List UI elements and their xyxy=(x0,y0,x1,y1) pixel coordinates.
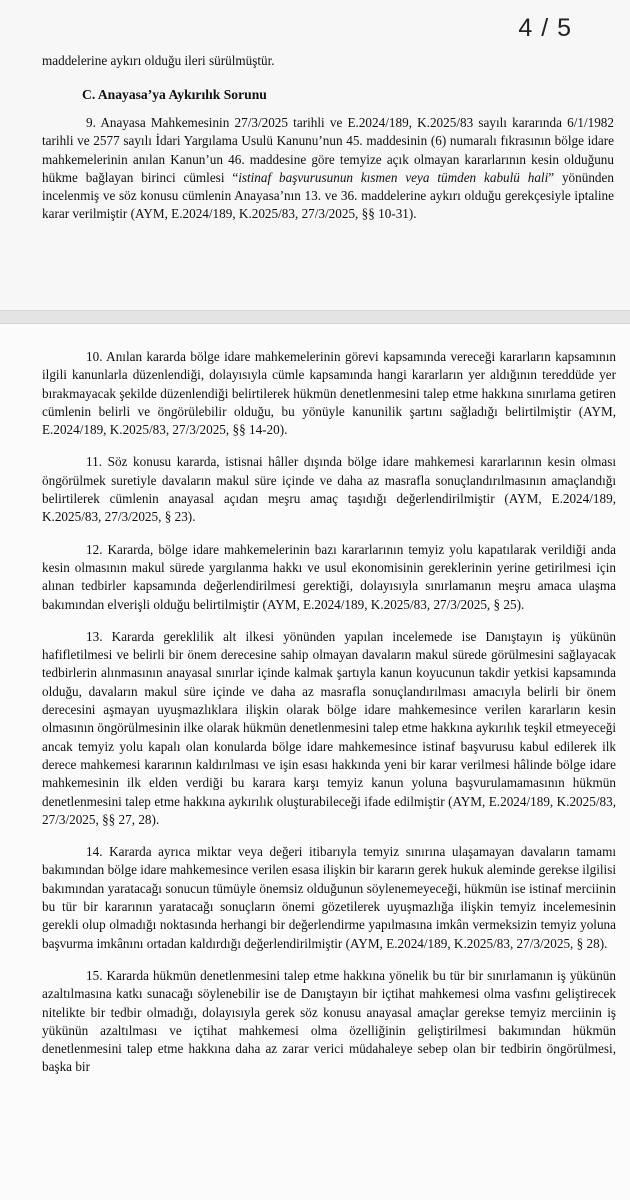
paragraph-11: 11. Söz konusu kararda, istisnai hâller dışında bölge idare mahkemesi kararlarının kesin olması öngörülmek suretiyle davaların makul süre içinde ve daha az masrafla sonuçlandırılmasının amaçlandığı belirtilerek cümlenin anayasal açıdan meşru amaç taşıdığı değerlendirilmiştir (AYM, E.2024/189, K.2025/83, 27/3/2025, § 23). xyxy=(42,454,616,525)
paragraph-10: 10. Anılan kararda bölge idare mahkemelerinin görevi kapsamında vereceği kararların kapsamının ilgili kanunlarla düzenlendiği, dolayısıyla cümle kapsamında hangi kararların yer aldığının tereddüde yer bırakmayacak şekilde düzenlendiği belirtilerek hükmün denetlenmesini talep etme hakkına sınırlama getiren cümlenin belirli ve öngörülebilir olduğu, bu yönüyle kanunilik şartını sağladığı belirtilmiştir (AYM, E.2024/189, K.2025/83, 27/3/2025, §§ 14-20). xyxy=(42,349,616,438)
scanned-page-upper xyxy=(0,0,630,310)
upper-page-content xyxy=(42,52,614,238)
page-separator xyxy=(0,310,630,324)
continuation-line: maddelerine aykırı olduğu ileri sürülmüştür. xyxy=(42,53,275,68)
paragraph-13: 13. Kararda gereklilik alt ilkesi yönünden yapılan incelemede ise Danıştayın iş yükünün hafifletilmesi ve belirli bir önem derecesine sahip olmayan davaların makul sürede görülmesini sağlayacak tedbirlerin alınmasının anayasal sınırlar içinde kalmak şartıyla kanun koyucunun takdir yetkisi kapsamında olduğu, davaların makul süre içinde ve daha az masrafla sonuçlandırılması amacıyla belirli bir önem derecesini aşmayan uyuşmazlıklara ilişkin olarak bölge idare mahkemesince verilen kararların kesin olmasının öngörülmesinin ilke olarak hükmün denetlenmesini talep etme hakkına aykırılık teşkil etmeyeceği ancak temyiz yolu kapalı olan konularda bölge idare mahkemesince istinaf başvurusu kabul edilerek ilk derece mahkemesi kararının kaldırılması ve işin esası hakkında yeni bir karar verilmesi hâlinde bölge idare mahkemesinin ilk elden verdiği bu karara karşı temyiz kanun yoluna başvurulamamasının hükmün denetlenmesini talep etme hakkına aykırılık oluşturabileceği ifade edilmiştir (AYM, E.2024/189, K.2025/83, 27/3/2025, §§ 27, 28). xyxy=(42,628,616,827)
paragraph-9-italic-quote: istinaf başvurusunun kısmen veya tümden kabulü hali xyxy=(238,169,549,185)
paragraph-9-text: 9. Anayasa Mahkemesinin 27/3/2025 tarihli ve E.2024/189, K.2025/83 sayılı kararında 6/1/1982 tarihli ve 2577 sayılı İdari Yargılama Usulü Kanunu’nun 45. maddesinin (6) numaralı fıkrasının bölge idare mahkemelerinin anılan Kanun’un 46. maddesine göre temyize açık olmayan kararlarının kesin olduğunu hükme bağlayan birinci cümlesi “ xyxy=(42,115,614,185)
paragraph-9 xyxy=(42,114,614,224)
section-heading: C. Anayasa’ya Aykırılık Sorunu xyxy=(82,87,267,102)
paragraph-15: 15. Kararda hükmün denetlenmesini talep etme hakkına yönelik bu tür bir sınırlamanın iş yükünün azaltılmasına katkı sunacağı söylenebilir ise de Danıştayın bir içtihat mahkemesi olma vasfını geliştirecek nitelikte bir tedbir olmadığı, dolayısıyla gerek söz konusu anayasal amaçlar gerekse temyiz merciinin iş yükünün azaltılması ve içtihat mahkemesi olma özelliğinin geliştirilmesi bakımından hükmün denetlenmesini talep etme hakkına daha az zarar verici müdahaleye sebep olan bir tedbirin öngörülmesi, başka bir xyxy=(42,967,616,1075)
scanned-page-lower xyxy=(0,324,630,1200)
paragraph-14: 14. Kararda ayrıca miktar veya değeri itibarıyla temyiz sınırına ulaşamayan davaların tamamı bakımından bölge idare mahkemesince verilen esasa ilişkin bir kararın gerek hukuk aleminde gerekse ilgilisi bakımından yaratacağı sonucun tümüyle önemsiz olduğunun söylenemeyeceği, hükmün ise istinaf merciinin bu tür bir kararının yaratacağı sonuçların önemi gözetilerek uyuşmazlığa ilişkin temyiz incelemesinin gerekli olup olmadığı noktasında herhangi bir değerlendirme yapılmasına imkân vermeksizin temyiz yoluna başvurma imkânını ortadan kaldırdığı değerlendirilmiştir (AYM, E.2024/189, K.2025/83, 27/3/2025, § 28). xyxy=(42,844,616,951)
paragraph-9-text-end: ” yönünden incelenmiş ve söz konusu cümlenin Anayasa’nın 13. ve 36. maddelerine aykırı olduğu gerekçesiyle iptaline karar verilmiştir (AYM, E.2024/189, K.2025/83, 27/3/2025, §§ 10-31). xyxy=(42,169,614,222)
page-indicator: 4 / 5 xyxy=(518,14,572,42)
paragraph-12: 12. Kararda, bölge idare mahkemelerinin bazı kararlarının temyiz yolu kapatılarak verildiği anda kesin olmasının makul sürede yargılanma hakkı ve usul ekonomisinin gereklerinin yerine getirilmesi için alınan tedbirler kapsamında değerlendirilmesi gerektiği, dolayısıyla sınırlamanın meşru amaca ulaşma bakımından elverişli olduğu belirtilmiştir (AYM, E.2024/189, K.2025/83, 27/3/2025, § 25). xyxy=(42,541,616,612)
lower-page-content xyxy=(42,348,616,1091)
